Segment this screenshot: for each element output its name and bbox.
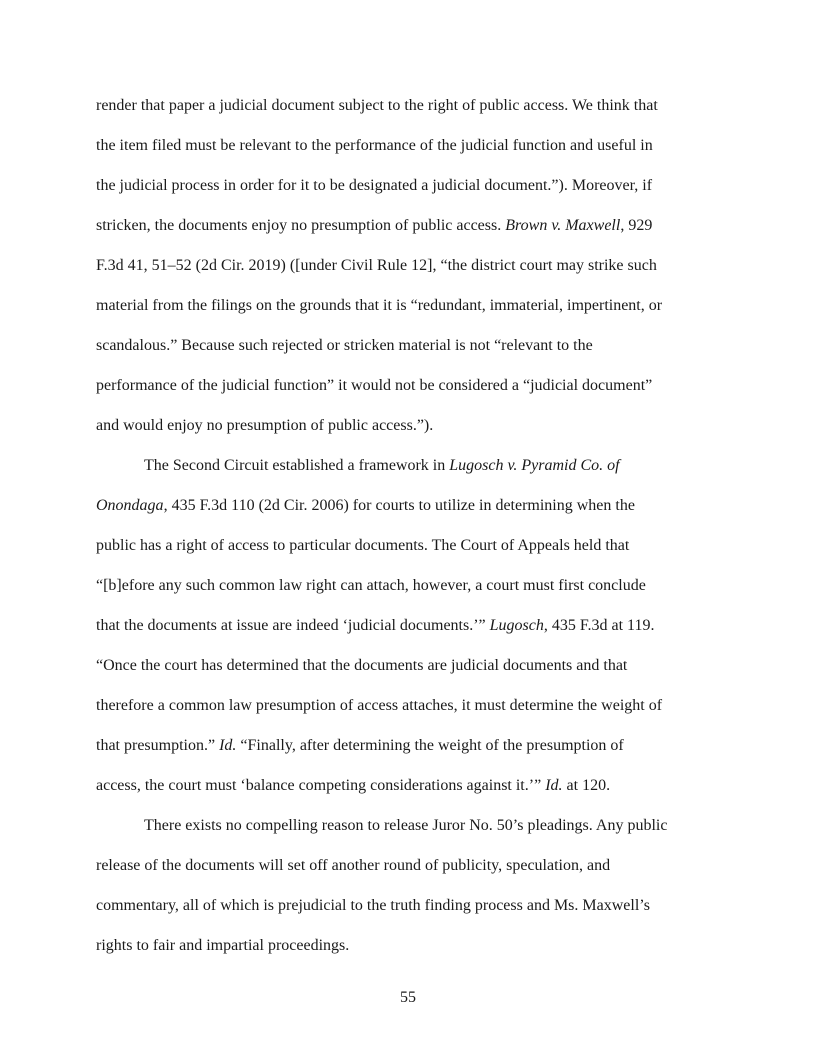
text-line: Onondaga, 435 F.3d 110 (2d Cir. 2006) for courts to utilize in determining when the [96,497,635,514]
text-line: therefore a common law presumption of access attaches, it must determine the weight of [96,697,663,714]
case-citation: Onondaga [96,497,164,514]
text-line: rights to fair and impartial proceedings. [96,937,350,954]
text-line: the item filed must be relevant to the performance of the judicial function and useful in [96,137,653,154]
text-line: the judicial process in order for it to be designated a judicial document.”). Moreover, if [96,177,653,194]
text-line: “Once the court has determined that the documents are judicial documents and that [96,657,628,674]
text-line: and would enjoy no presumption of public access.”). [96,417,434,434]
text-line: render that paper a judicial document subject to the right of public access. We think that [96,97,658,114]
case-citation: Lugosch [489,617,544,634]
text-line: performance of the judicial function” it would not be considered a “judicial document” [96,377,653,394]
text-line: There exists no compelling reason to release Juror No. 50’s pleadings. Any public [144,817,668,834]
text-line: F.3d 41, 51–52 (2d Cir. 2019) ([under Civil Rule 12], “the district court may strike such [96,257,657,274]
text-line: stricken, the documents enjoy no presumption of public access. Brown v. Maxwell, 929 [96,217,653,234]
text-line: that the documents at issue are indeed ‘judicial documents.’” Lugosch, 435 F.3d at 119. [96,617,655,634]
text-line: public has a right of access to particular documents. The Court of Appeals held that [96,537,630,554]
case-citation: Brown v. Maxwell [505,217,621,234]
case-citation: Id. [545,777,563,794]
case-citation: Lugosch v. Pyramid Co. of [449,457,620,474]
text-line: The Second Circuit established a framework in Lugosch v. Pyramid Co. of [144,457,620,474]
case-citation: Id. [219,737,237,754]
text-line: material from the filings on the grounds that it is “redundant, immaterial, impertinent, or [96,297,663,314]
page-number: 55 [400,989,416,1006]
text-line: release of the documents will set off another round of publicity, speculation, and [96,857,611,874]
text-line: commentary, all of which is prejudicial to the truth finding process and Ms. Maxwell’s [96,897,650,914]
text-line: scandalous.” Because such rejected or stricken material is not “relevant to the [96,337,593,354]
text-line: “[b]efore any such common law right can attach, however, a court must first conclude [96,577,646,594]
text-line: access, the court must ‘balance competing considerations against it.’” Id. at 120. [96,777,611,794]
text-line: that presumption.” Id. “Finally, after determining the weight of the presumption of [96,737,624,754]
